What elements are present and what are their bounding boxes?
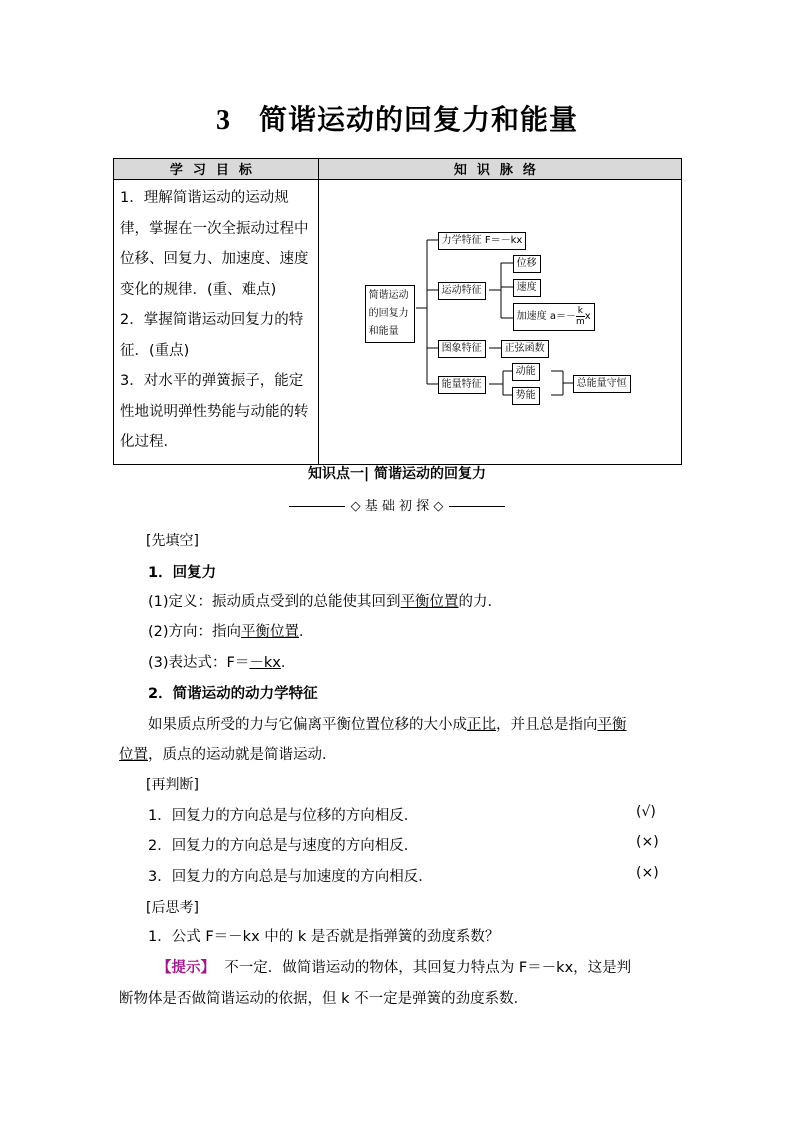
accel-x: x [584, 311, 591, 322]
lesson-number: 3 [215, 105, 231, 136]
blank-answer: 平衡 [597, 717, 627, 733]
goals-table [113, 158, 682, 465]
divider-right [449, 506, 505, 507]
prefill-heading-1: 1．回复力 [148, 565, 217, 581]
goal-item: 3．对水平的弹簧振子，能定性地说明弹性势能与动能的转化过程． [120, 373, 309, 450]
think-tag: [后思考] [146, 900, 199, 916]
goals-cell [114, 180, 319, 465]
map-acceleration-node [513, 303, 595, 331]
accel-numerator: k [577, 305, 583, 316]
blank-answer: 正比 [467, 717, 496, 733]
judge-mark: (√) [636, 804, 656, 820]
goal-item: 1．理解简谐运动的运动规律，掌握在一次全振动过程中位移、回复力、加速度、速度变化的规律．(重、难点) [120, 190, 309, 298]
knowledge-map [318, 180, 681, 465]
goals-header: 学习目标 [114, 159, 319, 180]
prefill-line-1: (1)定义：振动质点受到的总能使其回到平衡位置的力． [148, 594, 503, 610]
map-motion-node: 运动特征 [438, 282, 486, 300]
think-answer-line-2: 断物体是否做简谐运动的依据，但 k 不一定是弹簧的劲度系数． [119, 991, 529, 1007]
prefill-paragraph-line-1: 如果质点所受的力与它偏离平衡位置位移的大小成正比，并且总是指向平衡 [148, 717, 627, 733]
judge-tag: [再判断] [146, 777, 199, 793]
think-question: 1．公式 F＝－kx 中的 k 是否就是指弹簧的劲度系数？ [148, 929, 500, 945]
prefill-tag: [先填空] [146, 533, 199, 549]
section-title: 知识点一| 简谐运动的回复力 [308, 466, 486, 482]
accel-label: 加速度 a＝－ [516, 311, 576, 322]
blank-answer: 平衡位置 [400, 594, 459, 610]
map-kinetic-node: 动能 [512, 363, 540, 381]
map-header: 知识脉络 [318, 159, 681, 180]
section-subtitle [0, 495, 794, 514]
judge-mark: (×) [636, 834, 659, 850]
map-velocity-node: 速度 [513, 279, 541, 297]
prefill-line-3: (3)表达式：F＝－kx． [148, 655, 296, 671]
goal-item: 2．掌握简谐运动回复力的特征．(重点) [120, 312, 304, 359]
accel-fraction [576, 306, 585, 327]
map-graph-node: 图象特征 [438, 340, 486, 358]
blank-answer: －kx [249, 655, 281, 671]
prefill-paragraph-line-2: 位置，质点的运动就是简谐运动． [119, 747, 337, 763]
hint-label: 【提示】 [157, 960, 215, 976]
divider-left [289, 506, 345, 507]
page-title [0, 98, 794, 138]
judge-mark: (×) [636, 865, 659, 881]
section-subtitle-text: ◇ 基 础 初 探 ◇ [350, 499, 444, 514]
think-answer-line-1: 【提示】 不一定．做简谐运动的物体，其回复力特点为 F＝－kx，这是判 [157, 960, 632, 976]
map-potential-node: 势能 [512, 387, 540, 405]
judge-item: 2．回复力的方向总是与速度的方向相反． [148, 838, 419, 854]
map-conservation-node: 总能量守恒 [573, 375, 631, 393]
map-root-node: 简谐运动的回复力和能量 [365, 285, 415, 343]
judge-item: 1．回复力的方向总是与位移的方向相反． [148, 808, 419, 824]
lesson-title: 简谐运动的回复力和能量 [258, 103, 578, 136]
map-energy-node: 能量特征 [438, 376, 486, 394]
prefill-heading-2: 2．简谐运动的动力学特征 [148, 686, 318, 702]
accel-denominator: m [575, 316, 585, 327]
map-dynamics-node: 力学特征 F＝－kx [438, 232, 527, 250]
judge-item: 3．回复力的方向总是与加速度的方向相反． [148, 869, 433, 885]
blank-answer: 平衡位置 [241, 624, 300, 640]
map-displacement-node: 位移 [513, 255, 541, 273]
blank-answer: 位置 [119, 747, 148, 763]
prefill-line-2: (2)方向：指向平衡位置． [148, 624, 314, 640]
map-sine-node: 正弦函数 [501, 340, 549, 358]
